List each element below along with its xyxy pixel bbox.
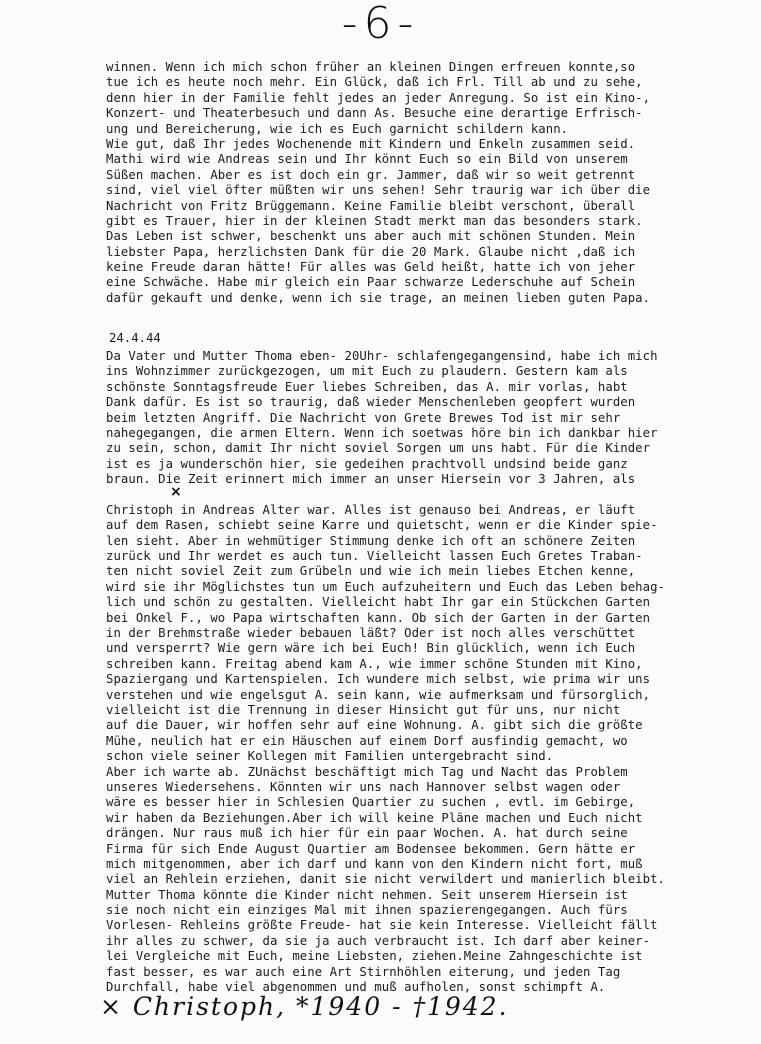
text-line: zu sein, schon, damit Ihr nicht soviel Sorgen um uns habt. Für die Kinder [106,441,651,456]
text-line: Mühe, neulich hat er ein Häuschen auf einem Dorf ausfindig gemacht, wo [106,733,628,748]
text-line: Da Vater und Mutter Thoma eben- 20Uhr- schlafengegangensind, habe ich mich [106,349,658,363]
text-line: Spaziergang und Kartenspielen. Ich wundere mich selbst, wie prima wir uns [106,672,651,687]
letter-date: 24.4.44 [109,331,161,345]
text-line: schreiben kann. Freitag abend kam A., wie immer schöne Stunden mit Kino, [106,656,643,671]
text-line: Das Leben ist schwer, beschenkt uns aber auch mit schönen Stunden. Mein [106,229,636,244]
text-line: eine Schwäche. Habe mir gleich ein Paar schwarze Lederschuhe auf Schein [106,275,636,290]
text-line: lich und schön zu gestalten. Vielleicht habt Ihr gar ein Stückchen Garten [106,595,651,610]
text-line: bei Onkel F., wo Papa wirtschaften kann. Ob sich der Garten in der Garten [106,610,651,625]
text-line: sind, viel viel öfter müßten wir uns sehen! Sehr traurig war ich über die [106,183,651,198]
text-line: lei Vergleiche mit Euch, meine Liebsten, ziehen.Meine Zahngeschichte ist [106,949,643,964]
text-line: drängen. Nur raus muß ich hier für ein paar Wochen. A. hat durch seine [106,826,628,841]
text-line: len sieht. Aber in wehmütiger Stimmung denke ich oft an schönere Zeiten [106,533,636,548]
text-line: auf die Dauer, wir hoffen sehr auf eine Wohnung. A. gibt sich die größte [106,718,643,733]
text-line: in der Brehmstraße wieder bebauen läßt? Oder ist noch alles verschüttet [106,626,636,641]
page-number: -6- [341,0,420,49]
text-line: denn hier in der Familie fehlt jedes an jeder Anregung. So ist ein Kino-, [106,90,651,105]
text-line: wäre es besser hier in Schlesien Quartier zu suchen , evtl. im Gebirge, [106,795,636,810]
text-line: ung und Bereicherung, wie ich es Euch garnicht schildern kann. [106,121,569,136]
text-line: ten nicht soviel Zeit zum Grübeln und wie ich mein liebes Etchen kenne, [106,564,636,579]
text-line: Dank dafür. Es ist so traurig, daß wieder Menschenleben geopfert wurden [106,395,636,410]
text-line: Konzert- und Theaterbesuch und dann As. Besuche eine derartige Erfrisch- [106,106,643,121]
text-line: Aber ich warte ab. ZUnächst beschäftigt mich Tag und Nacht das Problem [106,764,628,779]
handwritten-footnote: × Christoph, *1940 - †1942. [100,992,509,1021]
text-line: ins Wohnzimmer zurückgezogen, um mit Euch zu plaudern. Gestern kam als [106,364,628,379]
text-line: wird sie ihr Möglichstes tun um Euch aufzuheitern und Euch das Leben behag- [106,579,666,594]
text-line: auf dem Rasen, schiebt seine Karre und quietscht, wenn er die Kinder spie- [106,518,658,533]
text-line: gibt es Trauer, hier in der kleinen Stadt merkt man das besonders stark. [106,213,643,228]
text-line: tue ich es heute noch mehr. Ein Glück, daß ich Frl. Till ab und zu sehe, [106,75,643,90]
text-line: verstehen und wie engelsgut A. sein kann, wie aufmerksam und fürsorglich, [106,687,651,702]
text-line: Süßen machen. Aber es ist doch ein gr. Jammer, daß wir so weit getrennt [106,167,636,182]
text-line: Durchfall, habe viel abgenommen und muß aufholen, sonst schimpft A. [106,980,606,995]
text-line: Christoph in Andreas Alter war. Alles ist genauso bei Andreas, er läuft [106,502,636,517]
text-line: schönste Sonntagsfreude Euer liebes Schreiben, das A. mir vorlas, habt [106,379,628,394]
text-line: nahegegangen, die armen Eltern. Wenn ich soetwas höre bin ich dankbar hier [106,425,658,440]
text-line: Mathi wird wie Andreas sein und Ihr könnt Euch so ein Bild von unserem [106,152,628,167]
letter-paragraph-2 [106,349,666,995]
text-line: dafür gekauft und denke, wenn ich sie trage, an meinen lieben guten Papa. [106,290,651,305]
text-line: und versperrt? Wie gern wäre ich bei Euch! Bin glücklich, wenn ich Euch [106,641,636,656]
text-line: beim letzten Angriff. Die Nachricht von Grete Brewes Tod ist mir sehr [106,410,621,425]
text-line: Vorlesen- Rehleins größte Freude- hat sie kein Interesse. Vielleicht fällt [106,918,658,933]
text-line: mich mitgenommen, aber ich darf und kann von den Kindern nicht fort, muß [106,856,643,871]
text-line: schon viele seiner Kollegen mit Familien untergebracht sind. [106,749,554,764]
text-line: ist es ja wunderschön hier, sie gedeihen prachtvoll undsind beide ganz [106,456,628,471]
text-line: braun. Die Zeit erinnert mich immer an unser Hiersein vor 3 Jahren, als [106,472,636,487]
text-line: unseres Wiedersehens. Könnten wir uns nach Hannover selbst wagen oder [106,779,621,794]
margin-cross-mark: × [170,484,182,500]
text-line: Firma für sich Ende August Quartier am Bodensee bekommen. Gern hätte er [106,841,636,856]
text-line: viel an Rehlein erziehen, danit sie nicht verwildert und manierlich bleibt. [106,872,666,887]
text-line: ihr alles zu schwer, da sie ja auch verbraucht ist. Ich darf aber keiner- [106,933,651,948]
text-line: wir haben da Beziehungen.Aber ich will keine Pläne machen und Euch nicht [106,810,643,825]
letter-paragraph-1 [106,60,666,306]
text-line: vielleicht ist die Trennung in dieser Hinsicht gut für uns, nur nicht [106,702,621,717]
text-line: winnen. Wenn ich mich schon früher an kleinen Dingen erfreuen konnte,so [106,60,636,74]
text-line [106,488,666,503]
text-line: Mutter Thoma könnte die Kinder nicht nehmen. Seit unserem Hiersein ist [106,887,628,902]
text-line: Wie gut, daß Ihr jedes Wochenende mit Kindern und Enkeln zusammen seid. [106,136,636,151]
text-line: sie noch nicht ein einziges Mal mit ihnen spazierengegangen. Auch fürs [106,903,628,918]
text-line: fast besser, es war auch eine Art Stirnhöhlen eiterung, und jeden Tag [106,964,621,979]
text-line: zurück und Ihr werdet es auch tun. Vielleicht lassen Euch Gretes Traban- [106,549,643,564]
text-line: keine Freude daran hätte! Für alles was Geld heißt, hatte ich von jeher [106,260,636,275]
text-line: Nachricht von Fritz Brüggemann. Keine Familie bleibt verschont, überall [106,198,636,213]
text-line: liebster Papa, herzlichsten Dank für die 20 Mark. Glaube nicht ,daß ich [106,244,636,259]
